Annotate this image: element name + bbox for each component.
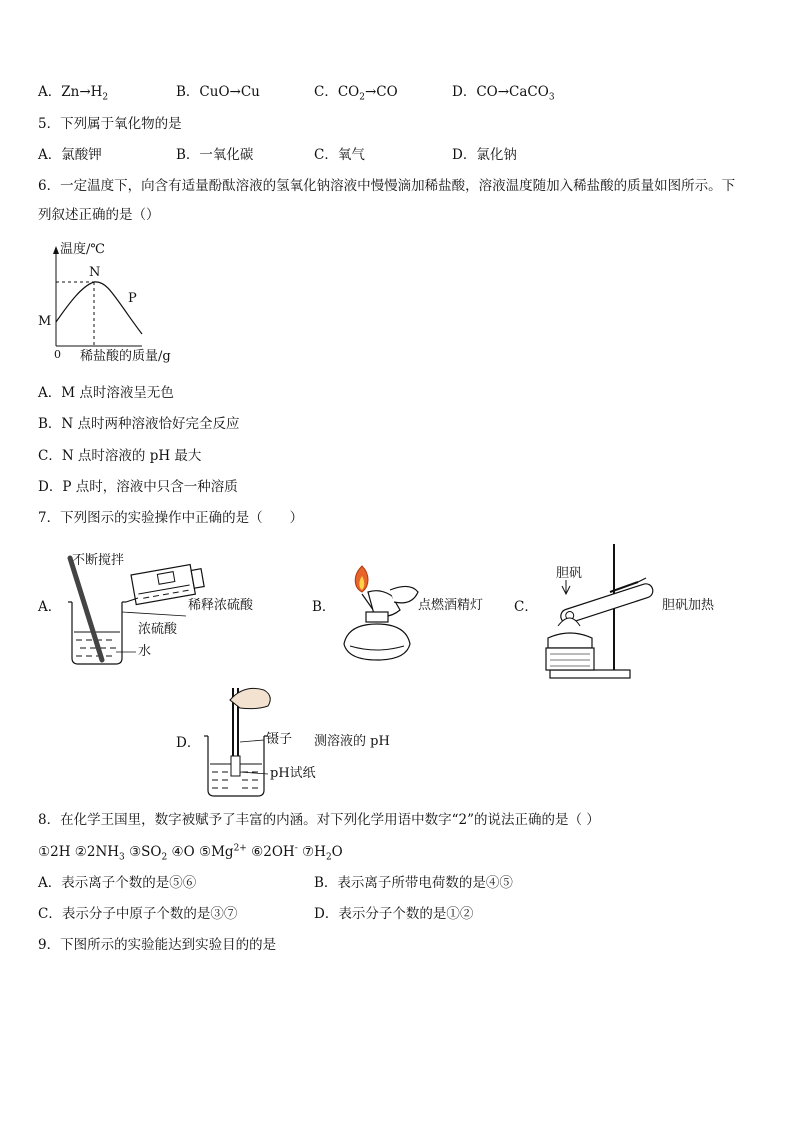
q7-c-arrow [562,580,570,594]
q4-option-c-letter: C． [314,84,338,100]
q6-option-c: C．N 点时溶液的 pH 最大 [38,448,202,464]
q4-option-d [452,82,555,102]
q7-d-hand [230,688,270,708]
q6-option-b: B．N 点时两种溶液恰好完全反应 [38,416,240,432]
q4-option-a-formula: Zn→H [61,84,103,100]
q4-option-a-letter: A． [38,84,62,100]
q4-option-d-sub: 3 [548,92,555,103]
q7-stem: 7．下列图示的实验操作中正确的是（ ） [38,510,304,526]
q8-item-6: ⑥2OH [251,844,295,860]
q6-graph-ylabel: 温度/℃ [60,242,105,257]
q7-c-caption: 胆矾加热 [662,598,715,613]
q6-graph-xlabel: 稀盐酸的质量/g [80,349,171,364]
q4-option-c [314,82,398,102]
q7-b-caption: 点燃酒精灯 [418,598,484,613]
q6-graph-point-n: N [89,265,101,280]
q7-c-lamp-top [548,633,592,648]
q7-option-c-figure [540,540,740,682]
q6-graph-point-p: P [128,291,137,306]
q7-option-d-letter: D． [176,735,201,751]
q8-item-5-sup: 2+ [233,843,247,854]
q7-c-clamp-end [638,578,646,582]
q4-option-a [38,82,108,102]
q7-d-paper-label: pH试纸 [270,766,316,781]
q7-d-leader-tweezers [240,740,264,742]
q7-c-lamp-body [546,648,594,670]
q7-c-alum-label: 胆矾 [556,566,583,581]
q8-option-c: C．表示分子中原子个数的是③⑦ [38,906,238,922]
q8-item-3: ③SO [129,844,162,860]
q7-b-wick-holder [366,612,388,622]
q4-option-b-formula: CuO→Cu [199,84,260,100]
q7-a-glass-rod [70,558,102,660]
q6-option-d: D．P 点时，溶液中只含一种溶质 [38,479,238,495]
q8-option-b: B．表示离子所带电荷数的是④⑤ [314,875,513,891]
q4-option-b [176,82,260,102]
q6-stem-line2: 列叙述正确的是（） [38,207,160,223]
q6-stem-line1: 6．一定温度下，向含有适量酚酞溶液的氢氧化钠溶液中慢慢滴加稀盐酸，溶液温度随加入稀盐酸的质量如图所示。下 [38,178,736,194]
q8-item-7: ⑦H [302,844,326,860]
q9-stem: 9．下图所示的实验能达到实验目的的是 [38,937,277,953]
q8-option-d: D．表示分子个数的是①② [314,906,474,922]
q5-option-b: B．一氧化碳 [176,147,254,163]
q8-item-7-tail: O [331,844,343,860]
q7-a-dilute-label: 稀释浓硫酸 [188,598,254,613]
q8-item-3-sub: 2 [161,852,168,863]
q4-option-b-letter: B． [176,84,200,100]
q7-option-d-figure [200,686,420,798]
q6-graph-curve [56,282,142,334]
q6-option-a: A．M 点时溶液呈无色 [38,385,174,401]
q7-a-acid-label: 浓硫酸 [138,622,178,637]
q7-a-water-label: 水 [138,644,152,659]
q8-item-4: ④O [171,844,195,860]
q4-option-a-sub: 2 [102,92,109,103]
q8-stem: 8．在化学王国里，数字被赋予了丰富的内涵。对下列化学用语中数字“2”的说法正确的是（ ） [38,812,600,828]
q6-graph-origin: 0 [54,348,61,361]
q5-option-d: D．氯化钠 [452,147,517,163]
q7-d-caption: 测溶液的 pH [314,734,390,749]
q6-graph-y-arrow [53,246,59,254]
q6-temperature-graph [34,236,204,366]
q8-item-2: ②2NH [74,844,120,860]
q7-a-beaker [72,602,122,664]
q4-option-d-letter: D． [452,84,477,100]
q7-d-tweezers-label: 镊子 [266,732,293,747]
q8-item-1: ①2H [38,844,71,860]
q7-a-stir-label: 不断搅拌 [72,553,125,568]
q8-items [38,842,343,862]
q8-item-5: ⑤Mg [199,844,234,860]
q6-graph-point-m: M [38,314,52,329]
q7-option-a-figure [60,548,310,668]
q5-option-c: C．氧气 [314,147,365,163]
q7-b-svg [332,562,502,672]
q4-option-c-sub: 2 [359,92,365,103]
q7-b-hand-lamp [390,586,418,602]
q7-a-leader-acid [122,612,186,616]
q7-option-b-figure [332,562,502,672]
q5-stem: 5．下列属于氧化物的是 [38,116,182,132]
q7-option-b-letter: B． [312,599,336,615]
q7-b-lamp-body [344,624,410,660]
q4-option-d-formula: CO→CaCO [476,84,549,100]
q8-item-6-sup: - [294,843,298,854]
q8-option-a: A．表示离子个数的是⑤⑥ [38,875,197,891]
q8-item-7-sub: 2 [325,852,332,863]
q7-d-ph-paper [231,756,240,776]
q7-option-a-letter: A． [38,599,62,615]
q4-option-c-formula: CO [337,84,360,100]
q7-option-c-letter: C． [514,599,538,615]
q8-item-2-sub: 3 [119,852,125,863]
q5-option-a: A．氯酸钾 [38,147,102,163]
q4-option-c-formula-to: →CO [364,84,398,100]
q7-c-stand-base [550,670,630,678]
